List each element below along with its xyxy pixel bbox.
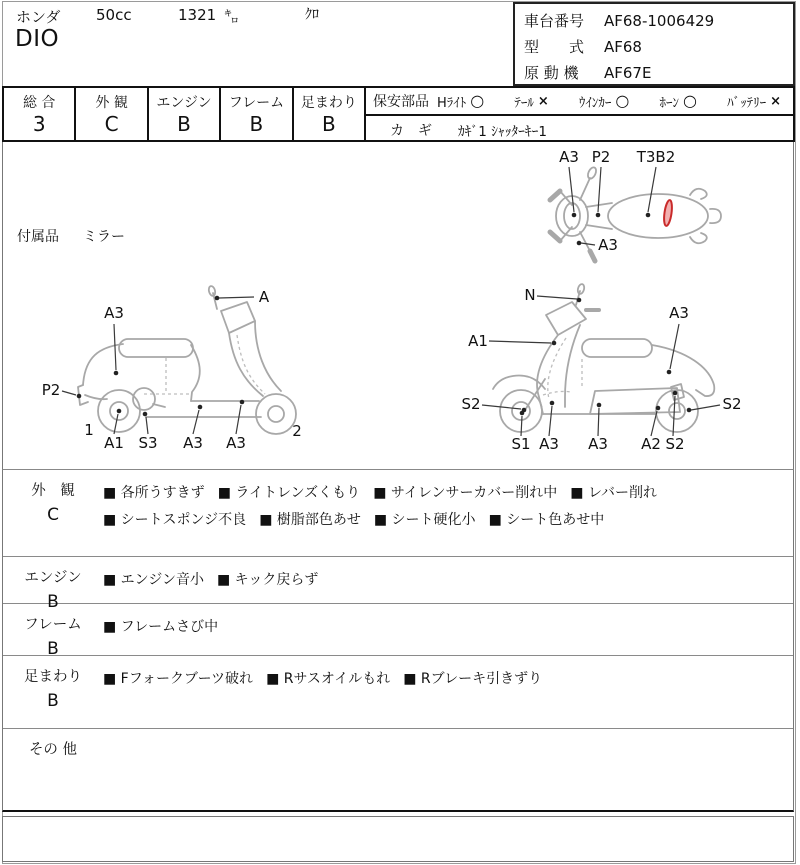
damage-code-label: A1 — [104, 434, 124, 452]
mileage-unit: ㌔ — [224, 8, 240, 26]
ratings-strip — [2, 86, 366, 142]
rating-overall — [4, 88, 76, 140]
key-row — [366, 116, 793, 143]
defect-item: ■ フレームさび中 — [103, 619, 219, 635]
accessories-row — [17, 226, 125, 246]
damage-code-label: A3 — [183, 434, 203, 452]
status-ng-icon: × — [770, 93, 781, 109]
status-ok-icon: ○ — [615, 91, 630, 110]
maker-name: ホンダ — [16, 8, 61, 26]
damage-code-label: P2 — [41, 381, 61, 399]
section-engine — [3, 556, 793, 612]
safety-item-name: ｳｲﾝｶｰ — [578, 95, 612, 111]
damage-code-label: 2 — [292, 422, 302, 440]
section-other-label: その 他 — [28, 742, 78, 758]
mileage-value: 1321 — [178, 6, 217, 24]
section-label-col — [3, 729, 103, 810]
displacement: 50cc — [96, 6, 132, 24]
rating-engine-label: エンジン — [156, 95, 212, 111]
damage-code-label: A3 — [226, 434, 246, 452]
body-color: ｸﾛ — [305, 7, 319, 23]
section-frame-label: フレーム — [24, 617, 82, 633]
damage-code-label: A3 — [104, 304, 124, 322]
section-engine-label: エンジン — [24, 570, 82, 586]
safety-item-winker — [579, 92, 629, 111]
scooter-right-view-diagram — [459, 283, 759, 463]
section-undercarriage-grade: B — [47, 691, 59, 711]
remarks-empty-box — [2, 816, 794, 862]
section-label-col — [3, 656, 103, 728]
safety-parts-items — [437, 92, 781, 111]
section-exterior-grade: C — [47, 505, 59, 525]
section-frame — [3, 603, 793, 659]
scooter-left-view-diagram — [41, 283, 331, 463]
damage-mark — [663, 200, 674, 227]
damage-code-label: S2 — [722, 395, 742, 413]
rating-engine-value: B — [177, 112, 191, 136]
safety-parts-box — [366, 86, 795, 142]
rating-frame-value: B — [249, 112, 264, 136]
chassis-number-row — [524, 8, 793, 34]
damage-code-label: T3B2 — [636, 148, 676, 166]
damage-code-label: A2 — [641, 435, 661, 453]
safety-item-name: ﾃｰﾙ — [514, 95, 534, 111]
defect-item: ■ レバー削れ — [570, 485, 657, 501]
key-value: ｶｷﾞ1 ｼｬｯﾀｰｷｰ1 — [458, 123, 547, 140]
type-row — [524, 34, 793, 60]
rating-overall-label: 総 合 — [22, 95, 56, 111]
safety-item-name: ﾎｰﾝ — [659, 95, 679, 111]
section-frame-items — [103, 604, 793, 655]
rating-undercarriage-label: 足まわり — [300, 95, 357, 111]
section-label-col — [3, 470, 103, 556]
rating-engine — [149, 88, 221, 140]
status-ok-icon: ○ — [470, 91, 485, 110]
damage-code-label: S2 — [665, 435, 685, 453]
section-exterior-label: 外 観 — [31, 483, 75, 499]
defect-item: ■ サイレンサーカバー削れ中 — [373, 485, 558, 501]
rating-exterior-label: 外 観 — [95, 95, 128, 111]
section-undercarriage-label: 足まわり — [24, 669, 82, 685]
rating-undercarriage-value: B — [321, 112, 336, 136]
damage-code-label: S1 — [511, 435, 531, 453]
defect-item: ■ 樹脂部色あせ — [259, 512, 361, 528]
damage-diagram-panel — [2, 142, 794, 470]
section-other — [3, 728, 793, 810]
defect-item: ■ Rブレーキ引きずり — [403, 671, 543, 687]
damage-code-label: A3 — [539, 435, 559, 453]
section-exterior — [3, 470, 793, 556]
scooter-top-view-diagram — [534, 148, 774, 268]
damage-code-label: A3 — [559, 148, 579, 166]
damage-code-label: A3 — [588, 435, 608, 453]
defect-item: ■ 各所うすきず — [103, 485, 205, 501]
safety-parts-label: 保安部品 — [373, 94, 429, 110]
damage-code-label: S3 — [138, 434, 158, 452]
damage-code-label: N — [524, 286, 536, 304]
chassis-info-box — [513, 2, 795, 86]
section-other-items — [103, 729, 793, 810]
rating-overall-value: 3 — [32, 112, 46, 136]
section-label-col — [3, 604, 103, 659]
rating-exterior-value: C — [104, 112, 119, 136]
engine-label: 原 動 機 — [524, 64, 579, 82]
section-engine-grade: B — [47, 592, 59, 612]
safety-item-horn — [660, 92, 697, 111]
chassis-number-label: 車台番号 — [524, 12, 585, 30]
defect-item: ■ シート色あせ中 — [488, 512, 605, 528]
damage-code-label: A1 — [468, 332, 488, 350]
chassis-number-value: AF68-1006429 — [604, 12, 715, 30]
defect-item: ■ キック戻らず — [216, 572, 319, 588]
type-label: 型 式 — [524, 38, 585, 56]
section-undercarriage-items — [103, 656, 793, 728]
defect-item: ■ シートスポンジ不良 — [103, 512, 247, 528]
rating-exterior — [76, 88, 148, 140]
safety-item-name: Hﾗｲﾄ — [437, 95, 467, 111]
safety-item-battery — [727, 92, 781, 111]
defect-item: ■ シート硬化小 — [373, 512, 476, 528]
status-ng-icon: × — [537, 93, 549, 109]
accessories-value: ミラー — [83, 229, 125, 245]
damage-code-label: A — [258, 288, 270, 306]
defect-item: ■ Fフォークブーツ破れ — [103, 671, 254, 687]
defect-item: ■ Rサスオイルもれ — [266, 671, 391, 687]
damage-code-label: A3 — [598, 236, 618, 254]
status-ok-icon: ○ — [683, 91, 697, 110]
section-exterior-items — [103, 470, 793, 556]
safety-item-name: ﾊﾞｯﾃﾘｰ — [727, 95, 767, 111]
damage-code-label: 1 — [84, 421, 94, 439]
left-view-leaders — [62, 296, 254, 434]
accessories-label: 付属品 — [17, 229, 59, 245]
safety-item-taillight — [514, 92, 548, 111]
rating-frame — [221, 88, 293, 140]
damage-code-label: P2 — [591, 148, 611, 166]
engine-row — [524, 60, 793, 86]
defect-item: ■ エンジン音小 — [103, 572, 204, 588]
model-name: DIO — [15, 26, 60, 52]
defect-item: ■ ライトレンズくもり — [217, 485, 361, 501]
safety-parts-row — [366, 88, 793, 116]
section-frame-grade: B — [47, 639, 59, 659]
safety-item-headlight — [437, 92, 484, 111]
section-undercarriage — [3, 655, 793, 728]
comment-sections — [2, 470, 794, 812]
key-label: カ ギ — [390, 122, 432, 139]
section-label-col — [3, 557, 103, 612]
rating-undercarriage — [294, 88, 364, 140]
rating-frame-label: フレーム — [228, 95, 285, 111]
section-engine-items — [103, 557, 793, 603]
damage-code-label: S2 — [461, 395, 481, 413]
engine-value: AF67E — [604, 64, 652, 82]
damage-code-label: A3 — [669, 304, 689, 322]
type-value: AF68 — [604, 38, 642, 56]
